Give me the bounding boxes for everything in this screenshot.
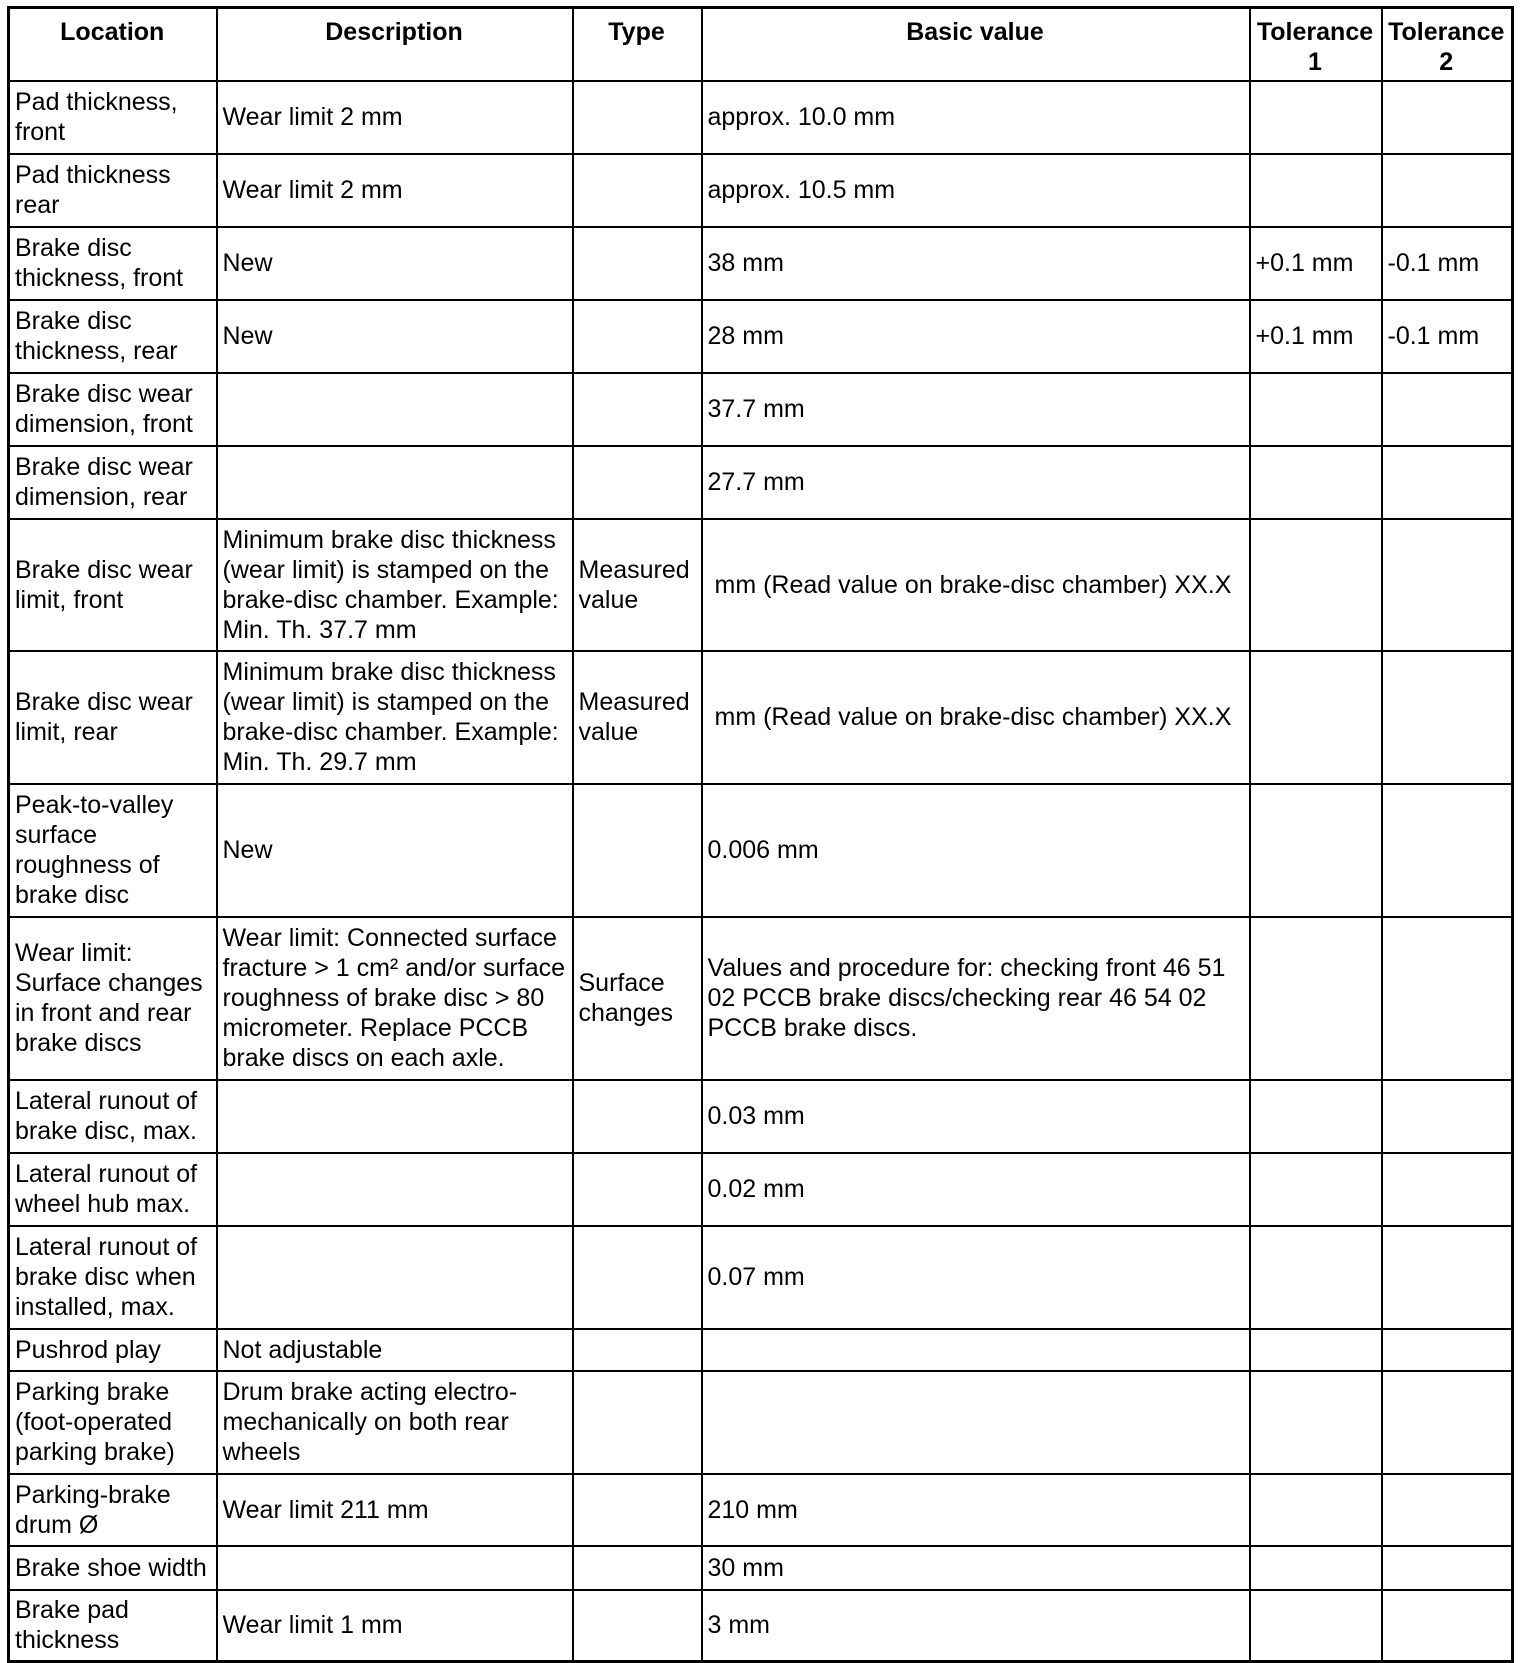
description-cell [217, 1080, 573, 1153]
tolerance1-cell [1250, 373, 1382, 446]
location-cell: Lateral runout of brake disc, max. [9, 1080, 217, 1153]
description-cell: New [217, 300, 573, 373]
table-row [9, 651, 1513, 784]
type-cell [573, 1329, 702, 1371]
tolerance2-cell [1382, 1546, 1513, 1590]
table-row [9, 1080, 1513, 1153]
table-row [9, 300, 1513, 373]
table-row [9, 1474, 1513, 1546]
tolerance2-cell [1382, 373, 1513, 446]
basic-value-cell: 0.006 mm [702, 784, 1250, 917]
location-cell: Pushrod play [9, 1329, 217, 1371]
table-row [9, 519, 1513, 651]
location-cell: Parking brake (foot-operated parking brake) [9, 1371, 217, 1474]
basic-value-cell: 27.7 mm [702, 446, 1250, 519]
tolerance2-cell [1382, 81, 1513, 154]
type-cell [573, 373, 702, 446]
description-cell [217, 1546, 573, 1590]
description-cell: Wear limit 1 mm [217, 1590, 573, 1662]
header-row [9, 8, 1513, 81]
location-cell: Lateral runout of wheel hub max. [9, 1153, 217, 1226]
table-row [9, 373, 1513, 446]
table-row [9, 446, 1513, 519]
location-cell: Wear limit: Surface changes in front and rear brake discs [9, 917, 217, 1080]
type-cell [573, 300, 702, 373]
location-cell: Brake disc wear limit, rear [9, 651, 217, 784]
location-cell: Peak-to-valley surface roughness of brake disc [9, 784, 217, 917]
tolerance1-cell [1250, 1153, 1382, 1226]
table-row [9, 81, 1513, 154]
description-cell: Not adjustable [217, 1329, 573, 1371]
column-header-tolerance-2: Tolerance 2 [1382, 8, 1513, 81]
location-cell: Brake pad thickness [9, 1590, 217, 1662]
basic-value-cell: 0.07 mm [702, 1226, 1250, 1329]
description-cell: New [217, 227, 573, 300]
tolerance1-cell [1250, 1590, 1382, 1662]
basic-value-cell [702, 1329, 1250, 1371]
tolerance2-cell [1382, 154, 1513, 227]
description-cell: Wear limit: Connected surface fracture > 1 cm² and/or surface roughness of brake disc > 80 micrometer. Replace PCCB brake discs on each axle. [217, 917, 573, 1080]
tolerance1-cell [1250, 519, 1382, 651]
tolerance1-cell [1250, 784, 1382, 917]
tolerance2-cell [1382, 1080, 1513, 1153]
column-header-tolerance-1: Tolerance 1 [1250, 8, 1382, 81]
table-row [9, 917, 1513, 1080]
description-cell [217, 1226, 573, 1329]
tolerance2-cell [1382, 519, 1513, 651]
table-row [9, 1329, 1513, 1371]
basic-value-cell: mm (Read value on brake-disc chamber) XX.X [702, 519, 1250, 651]
type-cell [573, 1226, 702, 1329]
basic-value-cell: 38 mm [702, 227, 1250, 300]
location-cell: Pad thickness, front [9, 81, 217, 154]
type-cell [573, 1546, 702, 1590]
type-cell [573, 81, 702, 154]
table-row [9, 1153, 1513, 1226]
description-cell [217, 373, 573, 446]
tolerance1-cell [1250, 154, 1382, 227]
description-cell: New [217, 784, 573, 917]
type-cell [573, 1153, 702, 1226]
tolerance1-cell [1250, 651, 1382, 784]
tolerance1-cell [1250, 1080, 1382, 1153]
tolerance2-cell [1382, 1371, 1513, 1474]
basic-value-cell: 37.7 mm [702, 373, 1250, 446]
type-cell [573, 227, 702, 300]
basic-value-cell: 28 mm [702, 300, 1250, 373]
tolerance1-cell: +0.1 mm [1250, 300, 1382, 373]
tolerance2-cell [1382, 1226, 1513, 1329]
table-row [9, 154, 1513, 227]
location-cell: Brake disc thickness, rear [9, 300, 217, 373]
column-header-location: Location [9, 8, 217, 81]
table-row [9, 227, 1513, 300]
location-cell: Parking-brake drum Ø [9, 1474, 217, 1546]
location-cell: Brake disc wear dimension, rear [9, 446, 217, 519]
column-header-basic-value: Basic value [702, 8, 1250, 81]
tolerance1-cell [1250, 446, 1382, 519]
type-cell [573, 1474, 702, 1546]
basic-value-cell: mm (Read value on brake-disc chamber) XX.X [702, 651, 1250, 784]
tolerance2-cell [1382, 1590, 1513, 1662]
basic-value-cell: 210 mm [702, 1474, 1250, 1546]
type-cell: Surface changes [573, 917, 702, 1080]
description-cell: Minimum brake disc thickness (wear limit) is stamped on the brake-disc chamber. Example: Min. Th. 29.7 mm [217, 651, 573, 784]
basic-value-cell: approx. 10.0 mm [702, 81, 1250, 154]
tolerance1-cell [1250, 1371, 1382, 1474]
table-row [9, 1226, 1513, 1329]
brake-specifications-table [7, 6, 1514, 1663]
table-row [9, 1590, 1513, 1662]
tolerance1-cell [1250, 1329, 1382, 1371]
tolerance2-cell [1382, 446, 1513, 519]
tolerance1-cell [1250, 917, 1382, 1080]
tolerance2-cell [1382, 1153, 1513, 1226]
description-cell: Minimum brake disc thickness (wear limit) is stamped on the brake-disc chamber. Example: Min. Th. 37.7 mm [217, 519, 573, 651]
basic-value-cell: 0.03 mm [702, 1080, 1250, 1153]
description-cell: Wear limit 2 mm [217, 81, 573, 154]
type-cell: Measured value [573, 519, 702, 651]
tolerance1-cell [1250, 1474, 1382, 1546]
type-cell [573, 1371, 702, 1474]
description-cell: Drum brake acting electro-mechanically on both rear wheels [217, 1371, 573, 1474]
tolerance1-cell [1250, 1226, 1382, 1329]
location-cell: Brake disc thickness, front [9, 227, 217, 300]
tolerance1-cell [1250, 81, 1382, 154]
type-cell [573, 154, 702, 227]
type-cell [573, 446, 702, 519]
description-cell: Wear limit 2 mm [217, 154, 573, 227]
description-cell: Wear limit 211 mm [217, 1474, 573, 1546]
basic-value-cell: 3 mm [702, 1590, 1250, 1662]
table-row [9, 1371, 1513, 1474]
basic-value-cell: 0.02 mm [702, 1153, 1250, 1226]
type-cell [573, 1590, 702, 1662]
basic-value-cell [702, 1371, 1250, 1474]
type-cell: Measured value [573, 651, 702, 784]
type-cell [573, 784, 702, 917]
column-header-type: Type [573, 8, 702, 81]
tolerance2-cell: -0.1 mm [1382, 300, 1513, 373]
basic-value-cell: Values and procedure for: checking front 46 51 02 PCCB brake discs/checking rear 46 54 02 PCCB brake discs. [702, 917, 1250, 1080]
description-cell [217, 1153, 573, 1226]
tolerance2-cell: -0.1 mm [1382, 227, 1513, 300]
type-cell [573, 1080, 702, 1153]
tolerance2-cell [1382, 1474, 1513, 1546]
tolerance2-cell [1382, 1329, 1513, 1371]
tolerance2-cell [1382, 917, 1513, 1080]
column-header-description: Description [217, 8, 573, 81]
description-cell [217, 446, 573, 519]
tolerance1-cell: +0.1 mm [1250, 227, 1382, 300]
location-cell: Lateral runout of brake disc when installed, max. [9, 1226, 217, 1329]
location-cell: Brake shoe width [9, 1546, 217, 1590]
location-cell: Brake disc wear limit, front [9, 519, 217, 651]
tolerance2-cell [1382, 651, 1513, 784]
location-cell: Brake disc wear dimension, front [9, 373, 217, 446]
basic-value-cell: approx. 10.5 mm [702, 154, 1250, 227]
basic-value-cell: 30 mm [702, 1546, 1250, 1590]
tolerance1-cell [1250, 1546, 1382, 1590]
tolerance2-cell [1382, 784, 1513, 917]
table-row [9, 784, 1513, 917]
location-cell: Pad thickness rear [9, 154, 217, 227]
table-row [9, 1546, 1513, 1590]
